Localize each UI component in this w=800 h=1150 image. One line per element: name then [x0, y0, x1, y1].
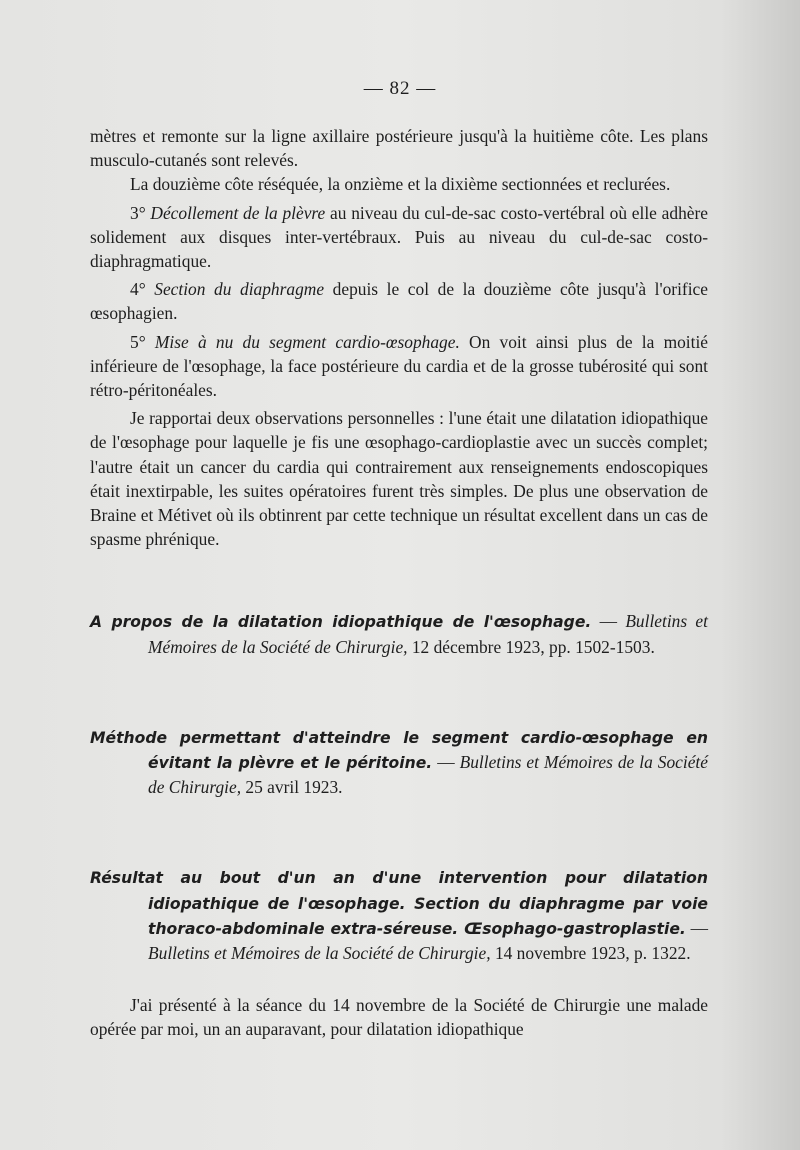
step-number: 5° [130, 331, 146, 352]
step-number: 4° [130, 279, 146, 300]
reference-1 [90, 609, 708, 658]
paragraph-continuation: mètres et remonte sur la ligne axillaire postérieure jusqu'à la huitième côte. Les plans musculo-cutanés sont relevés. [90, 126, 708, 171]
reference-3 [90, 865, 708, 965]
reference-journal: Bulletins et Mémoires de la Société de Chirurgie, [148, 752, 708, 798]
paragraph-step-4 [90, 277, 708, 325]
reference-details: 12 décembre 1923, pp. 1502-1503. [407, 636, 655, 657]
reference-dash: — [591, 611, 626, 632]
reference-dash: — [685, 917, 708, 938]
step-title: Section du diaphragme [154, 279, 325, 300]
step-title: Mise à nu du segment cardio-œsophage. [154, 331, 460, 352]
reference-details: 14 novembre 1923, p. 1322. [490, 943, 691, 964]
reference-journal: Bulletins et Mémoires de la Société de Chirurgie, [148, 611, 708, 657]
step-text: au niveau du cul-de-sac costo-vertébral où elle adhère solidement aux disques inter-vertébraux. Puis au niveau du cul-de-sac costo-diaphragmatique. [90, 202, 708, 272]
step-title: Décollement de la plèvre [150, 202, 326, 223]
page-number: — 82 — [363, 78, 437, 99]
reference-title: Méthode permettant d'atteindre le segment cardio-œsophage en évitant la plèvre et le péritoine. [90, 728, 708, 773]
reference-dash: — [432, 752, 460, 773]
reference-title: Résultat au bout d'un an d'une intervention pour dilatation idiopathique de l'œsophage. Section du diaphragme par voie thoraco-abdominale extra-séreuse. Œsophago-gastroplastie. [90, 869, 708, 938]
step-number: 3° [130, 202, 146, 223]
reference-title: A propos de la dilatation idiopathique de l'œsophage. [90, 613, 592, 632]
reference-journal: Bulletins et Mémoires de la Société de Chirurgie, [148, 943, 491, 964]
step-text: On voit ainsi plus de la moitié inférieure de l'œsophage, la face postérieure du cardia et de la grosse tubérosité qui sont rétro-péritonéales. [90, 331, 708, 401]
paragraph-observations: Je rapportai deux observations personnelles : l'une était une dilatation idiopathique de l'œsophage pour laquelle je fis une œsophago-cardioplastie avec un succès complet; l'autre était un cancer du cardia qui contrairement aux renseignements endoscopiques était inextirpable, les suites opératoires furent très simples. De plus une observation de Braine et Métivet où ils obtinrent par cette technique un résultat excellent dans un cas de spasme phrénique. [90, 408, 708, 550]
reference-details: 25 avril 1923. [241, 777, 343, 798]
reference-2 [90, 725, 708, 800]
paragraph-step-3 [90, 201, 708, 274]
paragraph-step-5 [90, 330, 708, 403]
paragraph-rib-resection: La douzième côte réséquée, la onzième et la dixième sectionnées et reclurées. [130, 174, 671, 195]
page-body [90, 124, 708, 1042]
paragraph-closing: J'ai présenté à la séance du 14 novembre de la Société de Chirurgie une malade opérée par moi, un an auparavant, pour dilatation idiopathique [90, 995, 708, 1040]
step-text: depuis le col de la douzième côte jusqu'à l'orifice œsophagien. [90, 279, 708, 324]
